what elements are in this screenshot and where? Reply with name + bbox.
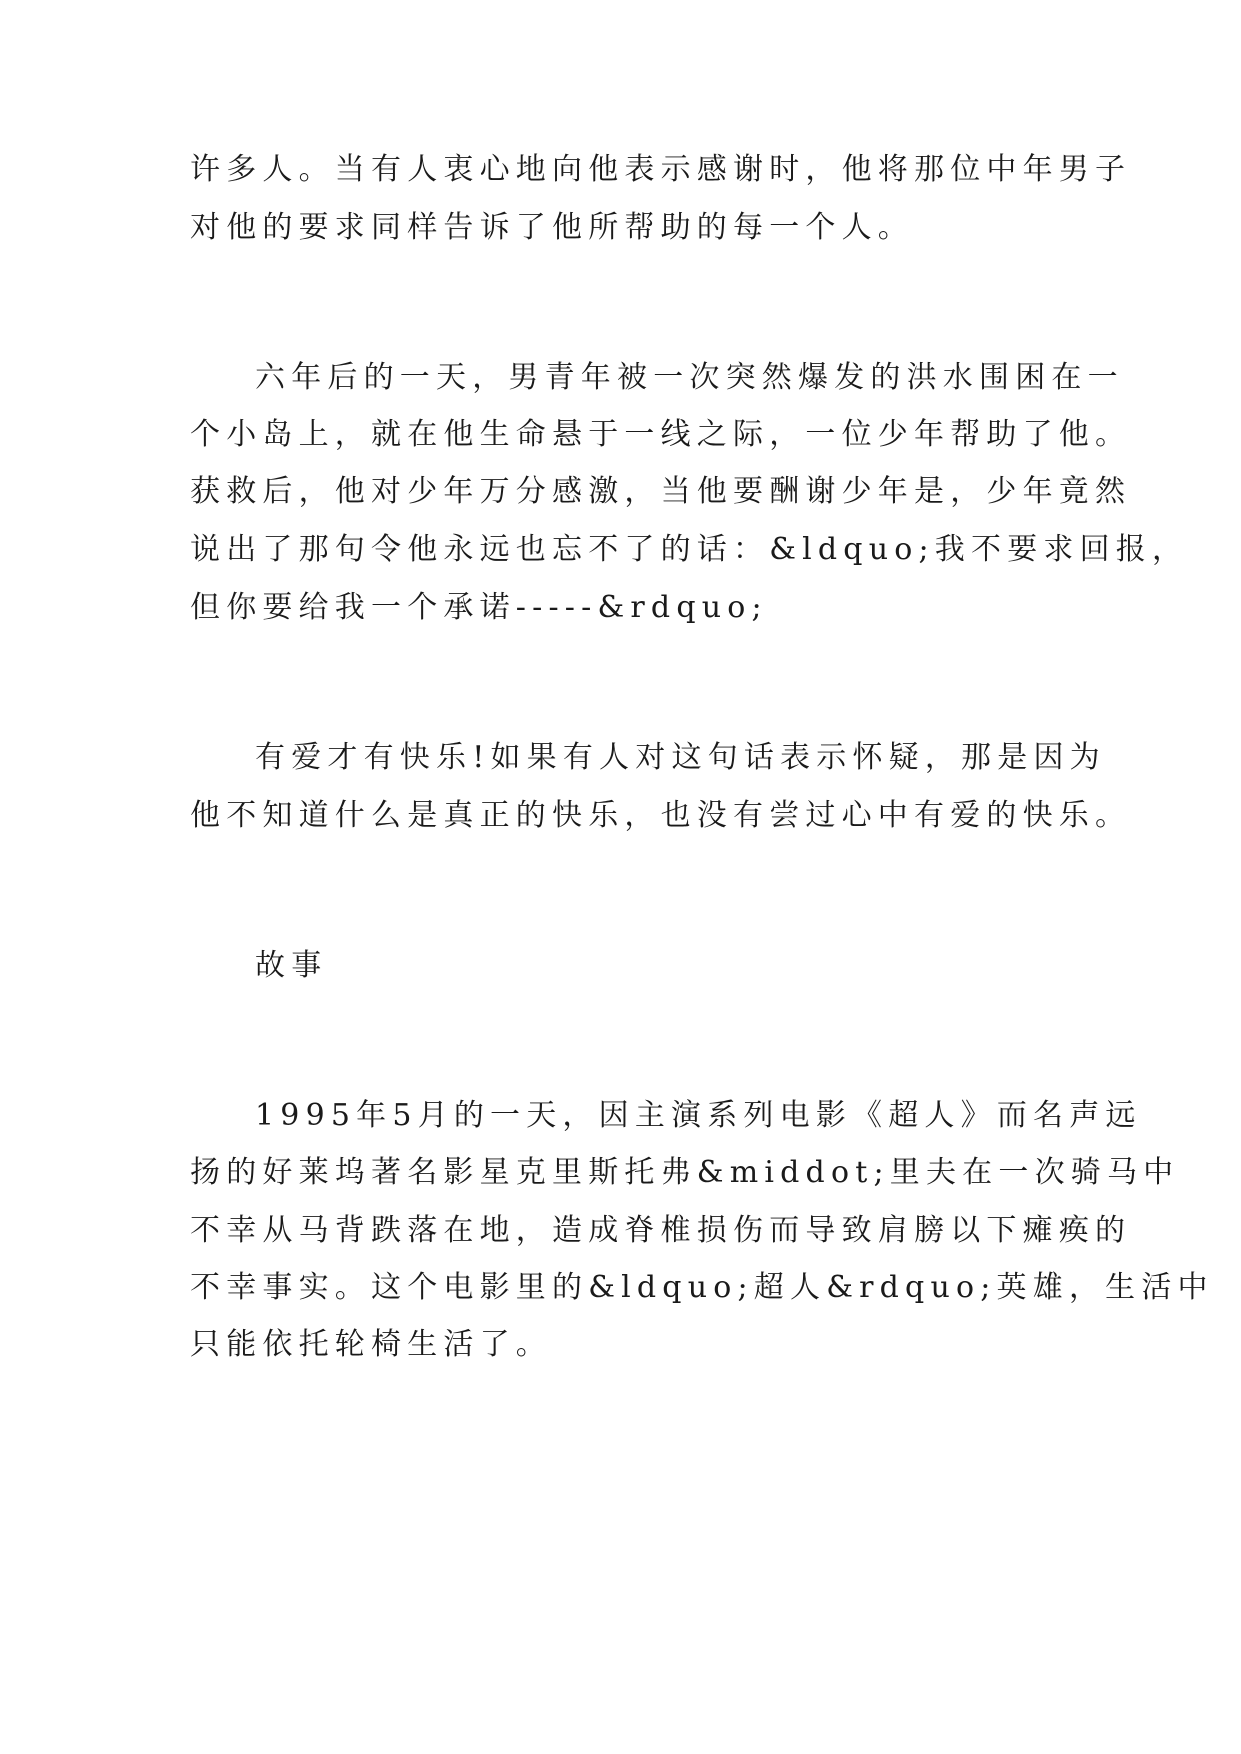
paragraph-2-line-1: 六年后的一天，男青年被一次突然爆发的洪水围困在一 (255, 360, 1124, 395)
paragraph-5-line-4: 不幸事实。这个电影里的&ldquo;超人&rdquo;英雄，生活中 (190, 1270, 1214, 1305)
paragraph-3-line-1: 有爱才有快乐!如果有人对这句话表示怀疑，那是因为 (255, 740, 1106, 775)
paragraph-2-line-3: 获救后，他对少年万分感激，当他要酬谢少年是，少年竟然 (190, 474, 1132, 509)
paragraph-5-line-2: 扬的好莱坞著名影星克里斯托弗&middot;里夫在一次骑马中 (190, 1155, 1180, 1190)
paragraph-1-line-1: 许多人。当有人衷心地向他表示感谢时，他将那位中年男子 (190, 152, 1132, 187)
paragraph-5-line-3: 不幸从马背跌落在地，造成脊椎损伤而导致肩膀以下瘫痪的 (190, 1213, 1132, 1248)
paragraph-3-line-2: 他不知道什么是真正的快乐，也没有尝过心中有爱的快乐。 (190, 798, 1132, 833)
paragraph-5-line-5: 只能依托轮椅生活了。 (190, 1327, 552, 1362)
paragraph-1-line-2: 对他的要求同样告诉了他所帮助的每一个人。 (190, 210, 914, 245)
paragraph-2-line-5: 但你要给我一个承诺-----&rdquo; (190, 590, 768, 625)
section-heading: 故事 (255, 948, 328, 983)
paragraph-2-line-2: 个小岛上，就在他生命悬于一线之际，一位少年帮助了他。 (190, 417, 1132, 452)
paragraph-5-line-1: 1995年5月的一天，因主演系列电影《超人》而名声远 (255, 1098, 1142, 1133)
paragraph-2-line-4: 说出了那句令他永远也忘不了的话：&ldquo;我不要求回报， (190, 532, 1189, 567)
